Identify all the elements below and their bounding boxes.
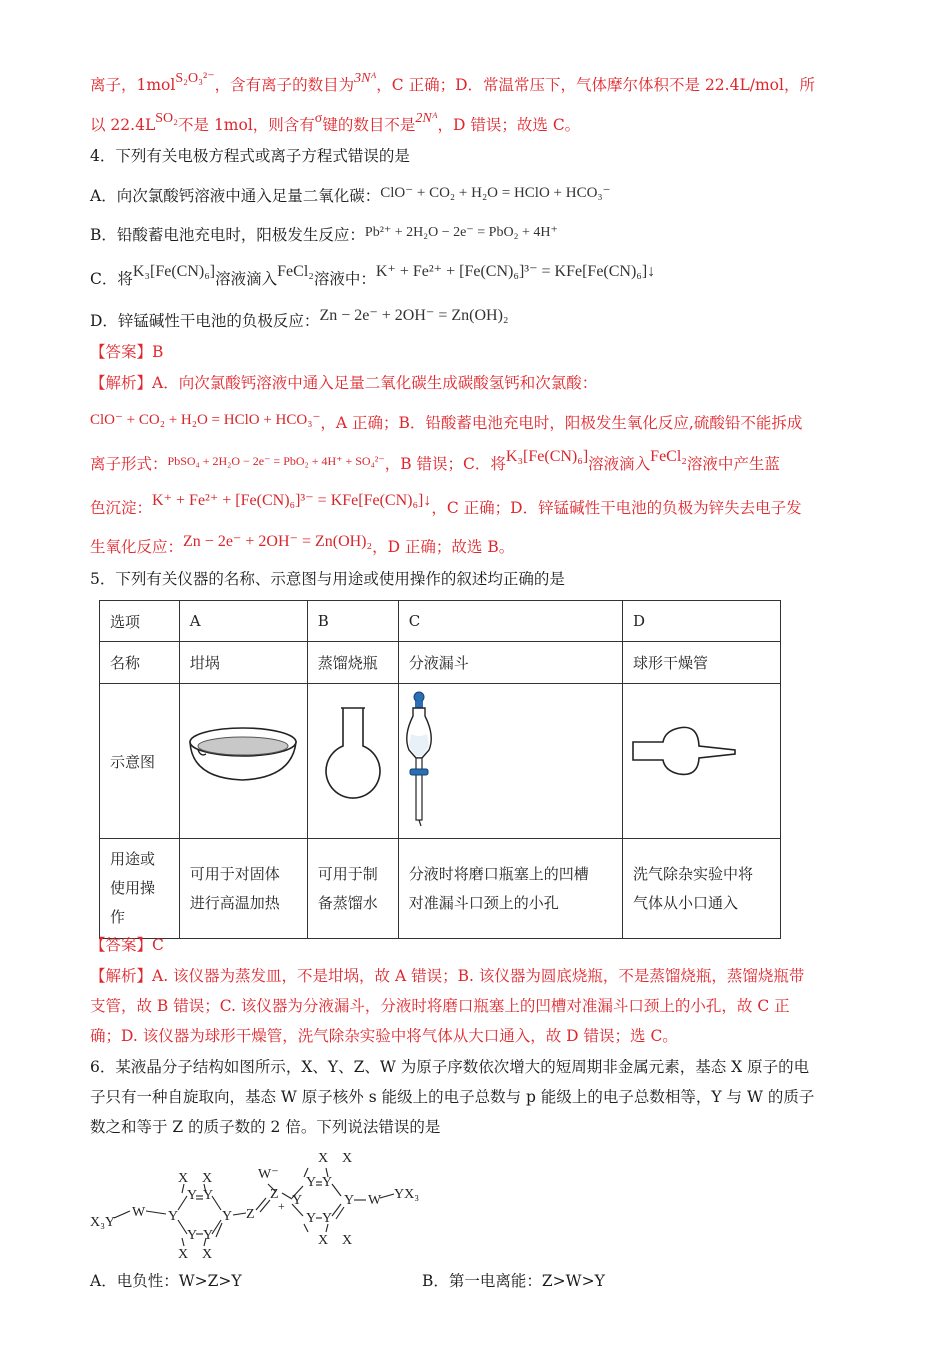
atom-label: YX₃ (394, 1187, 420, 1202)
table-row (100, 601, 781, 642)
q4-option-c: C．将K₃[Fe(CN)₆]溶液滴入FeCl₂溶液中：K⁺ + Fe²⁺ + [Fe(CN)₆]³⁻ = KFe[Fe(CN)₆]↓ (90, 263, 656, 288)
table-cell: 示意图 (100, 684, 180, 839)
table-cell: 坩埚 (179, 642, 307, 684)
q4-explanation-1: 【解析】A．向次氯酸钙溶液中通入足量二氧化碳生成碳酸氢钙和次氯酸： (90, 374, 598, 392)
q4-explanation-5: 生氧化反应：Zn − 2e⁻ + 2OH⁻ = Zn(OH)₂，D 正确；故选 B。 (90, 533, 515, 556)
q4-explanation-3: 离子形式：$^{PbSO_4 + 2H_2O - 2e^- = PbO_2 + 4H^+ + SO_4^{2-}}$，B 错误；C．将K₃[Fe(CN)₆]溶液滴入FeCl₂溶液中产生蓝 (90, 448, 780, 473)
atom-label: Y (306, 1175, 317, 1190)
use-line: 进行高温加热 (189, 893, 280, 912)
atom-label: X (318, 1233, 329, 1248)
table-row (100, 642, 781, 684)
atom-label: W⁻ (258, 1167, 279, 1182)
q4-explanation-2: ClO⁻ + CO₂ + H₂O = HClO + HCO₃⁻，A 正确；B．铅酸蓄电池充电时，阳极发生氧化反应,硫酸铅不能拆成 (90, 412, 803, 432)
intro-line-2: 以 22.4LSO₂不是 1mol，则含有σ键的数目不是2Nᴬ，D 错误；故选 C。 (90, 111, 581, 134)
atom-label: Y (203, 1188, 214, 1203)
atom-label: X (202, 1171, 213, 1186)
atom-label: X (202, 1247, 213, 1260)
table-cell: A (179, 601, 307, 642)
use-line: 分液时将磨口瓶塞上的凹槽 (408, 864, 589, 883)
q6-options (90, 1270, 858, 1292)
table-cell (398, 839, 622, 939)
q5-answer: 【答案】C (90, 936, 164, 954)
use-line: 可用于制 (317, 864, 378, 883)
use-line: 备蒸馏水 (317, 893, 378, 912)
liquid-crystal-molecule-structure (88, 1148, 458, 1260)
q6-stem-2: 子只有一种自旋取向，基态 W 原子核外 s 能级上的电子总数与 p 能级上的电子总数相等，Y 与 W 的质子 (90, 1088, 815, 1106)
table-cell (622, 839, 780, 939)
use-label-line: 使用操 (110, 879, 156, 897)
use-label-line: 用途或 (110, 850, 156, 868)
table-cell (179, 839, 307, 939)
atom-label: W (132, 1205, 146, 1220)
table-cell: 选项 (100, 601, 180, 642)
table-cell: 名称 (100, 642, 180, 684)
table-cell (622, 684, 780, 839)
bulb-drying-tube-illustration (623, 684, 780, 834)
table-cell: C (398, 601, 622, 642)
q6-stem-1: 6．某液晶分子结构如图所示，X、Y、Z、W 为原子序数依次增大的短周期非金属元素，基态 X 原子的电 (90, 1058, 810, 1076)
table-cell: D (622, 601, 780, 642)
atom-label: Z (246, 1207, 255, 1222)
use-line: 洗气除杂实验中将 (632, 864, 753, 883)
evaporating-dish-illustration (180, 684, 307, 834)
q5-explanation-2: 支管，故 B 错误；C. 该仪器为分液漏斗，分液时将磨口瓶塞上的凹槽对准漏斗口颈上的小孔，故 C 正 (90, 997, 790, 1015)
table-cell: B (307, 601, 398, 642)
use-line: 气体从小口通入 (632, 893, 738, 912)
q6-stem-3: 数之和等于 Z 的质子数的 2 倍。下列说法错误的是 (90, 1118, 441, 1136)
table-cell: 分液漏斗 (398, 642, 622, 684)
q4-explanation-4: 色沉淀：K⁺ + Fe²⁺ + [Fe(CN)₆]³⁻ = KFe[Fe(CN)₆]↓，C 正确；D．锌锰碱性干电池的负极为锌失去电子发 (90, 492, 802, 517)
atom-label: Y (187, 1188, 198, 1203)
instrument-table (99, 600, 781, 939)
atom-label: X (318, 1151, 329, 1166)
separatory-funnel-illustration (399, 684, 459, 834)
table-cell: 蒸馏烧瓶 (307, 642, 398, 684)
structure-atoms (90, 1151, 419, 1260)
atom-label: Y (344, 1193, 355, 1208)
atom-charge: + (278, 1199, 285, 1213)
atom-label: Y (168, 1209, 179, 1224)
atom-label: W (368, 1193, 382, 1208)
atom-label: Y (222, 1209, 233, 1224)
atom-label: Y (322, 1175, 333, 1190)
q5-explanation-1: 【解析】A. 该仪器为蒸发皿，不是坩埚，故 A 错误；B. 该仪器为圆底烧瓶，不是蒸馏烧瓶，蒸馏烧瓶带 (90, 967, 805, 985)
q4-option-a: A．向次氯酸钙溶液中通入足量二氧化碳：ClO⁻ + CO₂ + H₂O = HClO + HCO₃⁻ (90, 185, 611, 205)
use-line: 可用于对固体 (189, 864, 280, 883)
table-cell: 球形干燥管 (622, 642, 780, 684)
q5-explanation-3: 确；D. 该仪器为球形干燥管，洗气除杂实验中将气体从大口通入，故 D 错误；选 C。 (90, 1027, 678, 1045)
table-cell (307, 839, 398, 939)
q5-stem: 5．下列有关仪器的名称、示意图与用途或使用操作的叙述均正确的是 (90, 570, 565, 588)
table-row (100, 684, 781, 839)
atom-label: X (178, 1247, 189, 1260)
atom-label: X (342, 1151, 353, 1166)
table-cell (398, 684, 622, 839)
table-cell (179, 684, 307, 839)
use-label-line: 作 (110, 908, 126, 926)
q4-option-b: B．铅酸蓄电池充电时，阳极发生反应：Pb²⁺ + 2H₂O − 2e⁻ = PbO₂ + 4H⁺ (90, 225, 558, 244)
atom-label: X (178, 1171, 189, 1186)
q4-answer: 【答案】B (90, 343, 164, 361)
table-cell (100, 839, 180, 939)
atom-label: Y (292, 1193, 303, 1208)
q6-option-b: B．第一电离能：Z>W>Y (422, 1272, 605, 1290)
intro-line-1: 离子，1molS₂O₃²⁻，含有离子的数目为3Nᴬ，C 正确；D．常温常压下，气体摩尔体积不是 22.4L/mol，所 (90, 71, 815, 94)
table-cell (307, 684, 398, 839)
q4-option-d: D．锌锰碱性干电池的负极反应：Zn − 2e⁻ + 2OH⁻ = Zn(OH)₂ (90, 307, 509, 330)
table-row (100, 839, 781, 939)
round-bottom-flask-illustration (308, 684, 398, 834)
atom-label: X (342, 1233, 353, 1248)
atom-label: X₃Y (90, 1215, 116, 1230)
q6-option-a: A．电负性：W>Z>Y (90, 1272, 242, 1290)
atom-label: Y (203, 1228, 214, 1243)
atom-label: Y (322, 1211, 333, 1226)
atom-label: Z (270, 1187, 279, 1202)
q4-stem: 4．下列有关电极方程式或离子方程式错误的是 (90, 147, 410, 165)
atom-label: Y (306, 1211, 317, 1226)
atom-label: Y (187, 1228, 198, 1243)
use-line: 对准漏斗口颈上的小孔 (408, 893, 559, 912)
